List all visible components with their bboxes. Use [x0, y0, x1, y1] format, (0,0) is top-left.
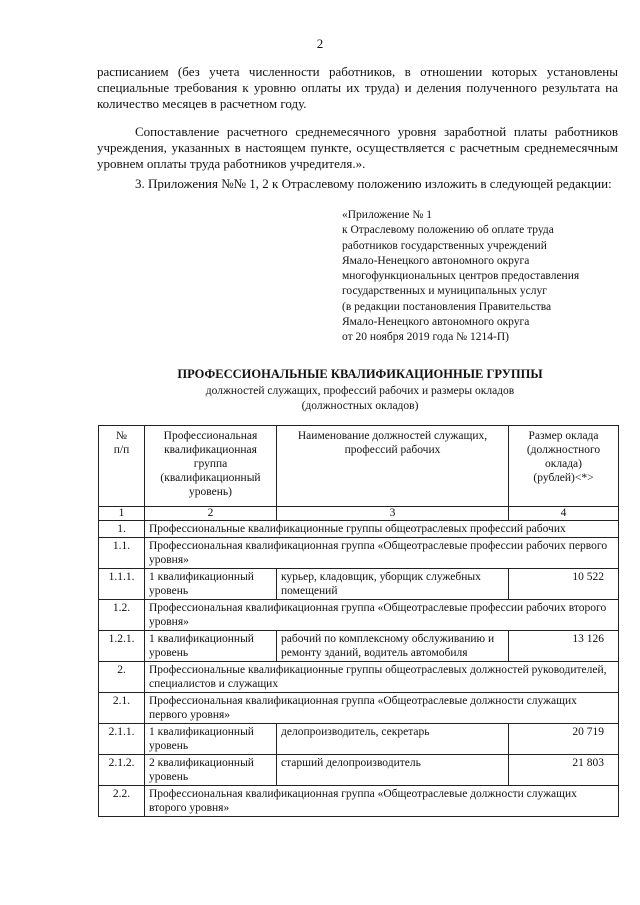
- table-row: [99, 693, 619, 724]
- positions: курьер, кладовщик, уборщик служебных помещений: [277, 569, 509, 600]
- group-title: Профессиональная квалификационная группа «Общеотраслевые должности служащих второго уровня»: [145, 786, 619, 817]
- table-row: [99, 569, 619, 600]
- table-row: [99, 521, 619, 538]
- qualification-level: 1 квалификационный уровень: [145, 631, 277, 662]
- paragraph-continuation: [97, 64, 618, 112]
- appendix-line: многофункциональных центров предоставления: [342, 270, 580, 283]
- table-row: [99, 631, 619, 662]
- appendix-line: государственных и муниципальных услуг: [342, 285, 547, 298]
- positions: старший делопроизводитель: [277, 755, 509, 786]
- appendix-line: Ямало-Ненецкого автономного округа: [342, 254, 530, 267]
- salary: 20 719: [509, 724, 619, 755]
- appendix-line: работников государственных учреждений: [342, 239, 547, 252]
- table-row: [99, 538, 619, 569]
- column-number: 1: [99, 507, 145, 521]
- subtitle-line: должностей служащих, профессий рабочих и размеры окладов: [205, 385, 515, 397]
- row-number: 2.1.2.: [99, 755, 145, 786]
- table-header-row: [99, 426, 619, 507]
- paragraph-item-3: [97, 176, 618, 192]
- row-number: 2.1.1.: [99, 724, 145, 755]
- qualification-level: 1 квалификационный уровень: [145, 724, 277, 755]
- paragraph-text: расписанием (без учета численности работников, в отношении которых установлены специальные требования к уровню оплаты их труда) и деления полученного результата на количество месяцев в расчетном году.: [97, 64, 618, 111]
- row-number: 1.2.1.: [99, 631, 145, 662]
- group-title: Профессиональные квалификационные группы общеотраслевых профессий рабочих: [145, 521, 619, 538]
- paragraph-text: 3. Приложения №№ 1, 2 к Отраслевому положению изложить в следующей редакции:: [135, 176, 612, 191]
- column-number: 4: [509, 507, 619, 521]
- qualification-groups-table: [98, 425, 619, 817]
- header-positions: Наименование должностей служащих, профессий рабочих: [277, 426, 509, 507]
- group-title: Профессиональная квалификационная группа «Общеотраслевые должности служащих первого уровня»: [145, 693, 619, 724]
- table-row: [99, 755, 619, 786]
- document-title: ПРОФЕССИОНАЛЬНЫЕ КВАЛИФИКАЦИОННЫЕ ГРУППЫ: [177, 367, 543, 381]
- salary: 10 522: [509, 569, 619, 600]
- salary: 21 803: [509, 755, 619, 786]
- column-numbers-row: [99, 507, 619, 521]
- row-number: 1.2.: [99, 600, 145, 631]
- subtitle-line: (должностных окладов): [301, 400, 419, 412]
- appendix-line: Ямало-Ненецкого автономного округа: [342, 316, 530, 329]
- qualification-level: 1 квалификационный уровень: [145, 569, 277, 600]
- row-number: 1.1.: [99, 538, 145, 569]
- document-subtitle: [0, 384, 640, 414]
- page-number: 2: [316, 36, 324, 51]
- appendix-line: от 20 ноября 2019 года № 1214-П): [342, 331, 509, 344]
- column-number: 2: [145, 507, 277, 521]
- row-number: 2.1.: [99, 693, 145, 724]
- group-title: Профессиональные квалификационные группы общеотраслевых должностей руководителей, специалистов и служащих: [145, 662, 619, 693]
- positions: делопроизводитель, секретарь: [277, 724, 509, 755]
- group-title: Профессиональная квалификационная группа «Общеотраслевые профессии рабочих второго уровня»: [145, 600, 619, 631]
- header-salary: Размер оклада (должностного оклада) (рублей)<*>: [509, 426, 619, 507]
- group-title: Профессиональная квалификационная группа «Общеотраслевые профессии рабочих первого уровня»: [145, 538, 619, 569]
- row-number: 1.1.1.: [99, 569, 145, 600]
- appendix-reference: [342, 208, 632, 346]
- salary: 13 126: [509, 631, 619, 662]
- row-number: 2.: [99, 662, 145, 693]
- appendix-line: «Приложение № 1: [342, 209, 432, 221]
- positions: рабочий по комплексному обслуживанию и ремонту зданий, водитель автомобиля: [277, 631, 509, 662]
- paragraph-comparison: [97, 124, 618, 172]
- header-number: № п/п: [99, 426, 145, 507]
- table-row: [99, 662, 619, 693]
- table-row: [99, 786, 619, 817]
- header-group: Профессиональная квалификационная группа (квалификационный уровень): [145, 426, 277, 507]
- appendix-line: к Отраслевому положению об оплате труда: [342, 224, 554, 237]
- row-number: 1.: [99, 521, 145, 538]
- table-row: [99, 724, 619, 755]
- appendix-line: (в редакции постановления Правительства: [342, 300, 552, 313]
- qualification-level: 2 квалификационный уровень: [145, 755, 277, 786]
- paragraph-text: Сопоставление расчетного среднемесячного уровня заработной платы работников учреждения, указанных в настоящем пункте, осуществляется с расчетным среднемесячным уровнем оплаты труда работников учредителя.».: [97, 124, 618, 171]
- row-number: 2.2.: [99, 786, 145, 817]
- table-row: [99, 600, 619, 631]
- column-number: 3: [277, 507, 509, 521]
